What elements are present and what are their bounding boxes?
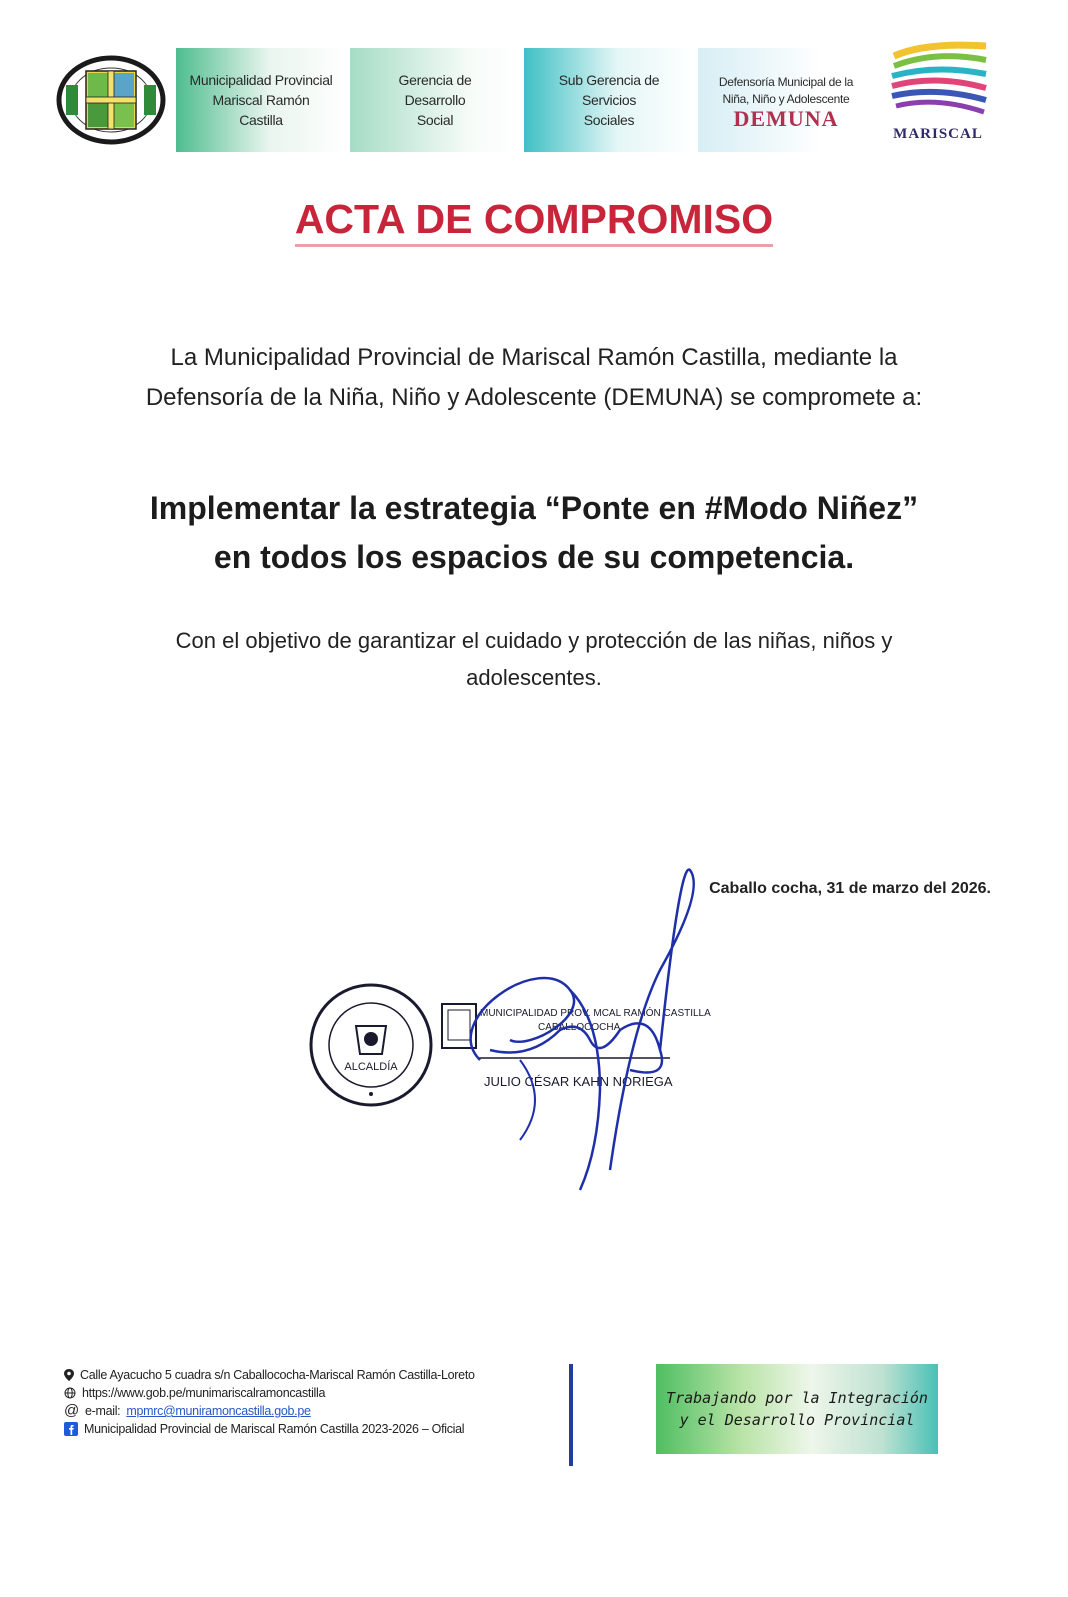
objective-line-2: adolescentes. (466, 665, 602, 690)
header-box-demuna (698, 48, 874, 152)
header-box3-line2: Servicios (581, 92, 637, 108)
header-box3-line3: Sociales (583, 112, 635, 128)
objective-paragraph (80, 622, 988, 696)
svg-text:JULIO CÉSAR KAHN NORIEGA: JULIO CÉSAR KAHN NORIEGA (484, 1074, 673, 1089)
footer-address-row (64, 1366, 475, 1384)
header-box-municipalidad (176, 48, 346, 152)
intro-line-2: Defensoría de la Niña, Niño y Adolescente (DEMUNA) se compromete a: (145, 384, 923, 411)
handwritten-signature-icon (420, 850, 750, 1200)
footer-email-link[interactable]: mpmrc@muniramoncastilla.gob.pe (126, 1404, 311, 1418)
date-line: Caballo cocha, 31 de marzo del 2026. (709, 880, 991, 897)
svg-text:ALCALDÍA: ALCALDÍA (344, 1061, 398, 1073)
demuna-brand-logo: DEMUNA (733, 105, 839, 131)
commitment-line-2: en todos los espacios de su competencia. (213, 539, 855, 575)
header-box1-line2: Mariscal Ramón (212, 92, 310, 108)
header-box2-line1: Gerencia de (398, 72, 472, 88)
footer-facebook-link[interactable]: Municipalidad Provincial de Mariscal Ramón Castilla 2023-2026 – Oficial (84, 1422, 465, 1436)
header-box-gerencia (350, 48, 520, 152)
header-box2-line3: Social (416, 112, 454, 128)
round-seal-icon (308, 982, 434, 1108)
footer-email-row (64, 1402, 475, 1420)
footer-website-row (64, 1384, 475, 1402)
footer-email-label: e-mail: (84, 1404, 121, 1418)
commitment-statement (60, 484, 1008, 582)
header-box1-line3: Castilla (239, 112, 283, 128)
globe-icon (64, 1387, 76, 1399)
footer-contact (64, 1366, 475, 1438)
slogan-line-2: y el Desarrollo Provincial (679, 1411, 915, 1429)
svg-text:CABALLOCOCHA: CABALLOCOCHA (538, 1022, 621, 1033)
svg-text:MUNICIPALIDAD PROV. MCAL RAMÓN: MUNICIPALIDAD PROV. MCAL RAMÓN CASTILLA (480, 1008, 711, 1019)
facebook-icon (64, 1422, 78, 1436)
header-box2-line2: Desarrollo (404, 92, 466, 108)
footer-website-link[interactable]: https://www.gob.pe/munimariscalramoncastilla (82, 1386, 326, 1400)
provincial-crest-icon (56, 55, 166, 145)
intro-paragraph (60, 338, 1008, 418)
header-box4-line1: Defensoría Municipal de la (718, 74, 854, 89)
commitment-line-1: Implementar la estrategia “Ponte en #Modo Niñez” (149, 490, 919, 526)
footer-divider (569, 1364, 573, 1466)
location-pin-icon (64, 1369, 74, 1381)
intro-line-1: La Municipalidad Provincial de Mariscal Ramón Castilla, mediante la (170, 344, 898, 371)
header-box4-line2: Niña, Niño y Adolescente (722, 91, 850, 106)
footer-slogan-box (656, 1364, 938, 1454)
footer-address: Calle Ayacucho 5 cuadra s/n Caballococha-Mariscal Ramón Castilla-Loreto (80, 1368, 475, 1382)
at-sign-icon: @ (64, 1402, 79, 1419)
header-box-sub-gerencia (524, 48, 694, 152)
objective-line-1: Con el objetivo de garantizar el cuidado y protección de las niñas, niños y (175, 628, 893, 653)
mariscal-logo-text: MARISCAL (893, 126, 983, 142)
document-title: ACTA DE COMPROMISO (0, 196, 1068, 243)
slogan-line-1: Trabajando por la Integración (666, 1389, 928, 1407)
header-box1-line1: Municipalidad Provincial (189, 72, 333, 88)
header-box3-line1: Sub Gerencia de (558, 72, 660, 88)
footer-facebook-row (64, 1420, 475, 1438)
